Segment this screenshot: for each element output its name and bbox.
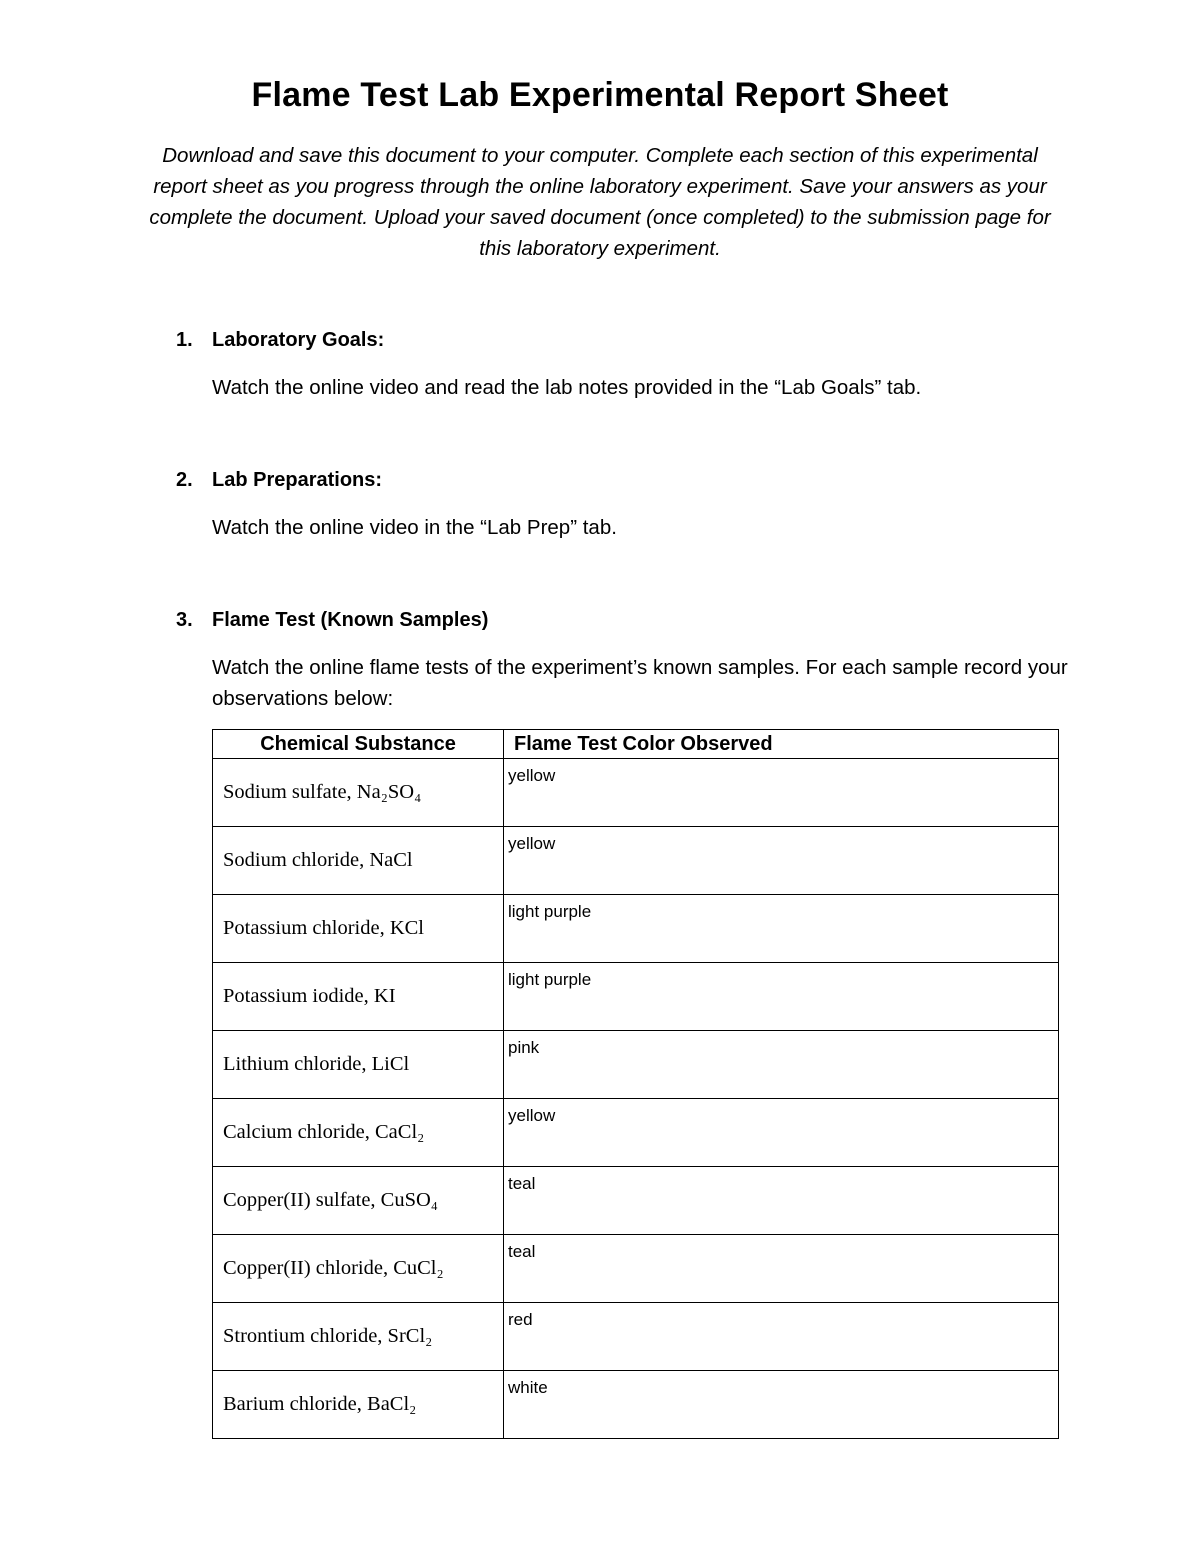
observations-table: [212, 729, 1059, 1439]
header-chemical-substance: Chemical Substance: [213, 730, 504, 759]
table-row: [213, 963, 1059, 1031]
document-title: Flame Test Lab Experimental Report Sheet: [251, 76, 949, 114]
table-row: [213, 1031, 1059, 1099]
substance-cell: Sodium chloride, NaCl: [213, 827, 504, 895]
table-header-row: [213, 730, 1059, 759]
section-heading: [176, 326, 1076, 354]
color-observed-field[interactable]: light purple: [504, 895, 1059, 963]
substance-cell: Strontium chloride, SrCl₂: [213, 1303, 504, 1371]
section-number: 1.: [176, 329, 193, 351]
table-row: [213, 1167, 1059, 1235]
header-flame-color: Flame Test Color Observed: [504, 730, 1059, 759]
table-row: [213, 1371, 1059, 1439]
color-observed-field[interactable]: pink: [504, 1031, 1059, 1099]
table-row: [213, 1099, 1059, 1167]
substance-cell: Copper(II) chloride, CuCl₂: [213, 1235, 504, 1303]
section-number: 3.: [176, 609, 193, 631]
color-observed-field[interactable]: yellow: [504, 759, 1059, 827]
color-observed-field[interactable]: white: [504, 1371, 1059, 1439]
color-observed-field[interactable]: light purple: [504, 963, 1059, 1031]
color-observed-field[interactable]: yellow: [504, 1099, 1059, 1167]
table-row: [213, 1303, 1059, 1371]
substance-cell: Copper(II) sulfate, CuSO₄: [213, 1167, 504, 1235]
substance-cell: Sodium sulfate, Na₂SO₄: [213, 759, 504, 827]
color-observed-field[interactable]: yellow: [504, 827, 1059, 895]
color-observed-field[interactable]: teal: [504, 1235, 1059, 1303]
substance-cell: Barium chloride, BaCl₂: [213, 1371, 504, 1439]
section-lab-preparations: [176, 466, 1076, 543]
substance-cell: Potassium iodide, KI: [213, 963, 504, 1031]
section-body: Watch the online video and read the lab notes provided in the “Lab Goals” tab.: [212, 376, 922, 399]
table-row: [213, 1235, 1059, 1303]
section-title: Flame Test (Known Samples): [212, 609, 489, 631]
section-heading: [176, 466, 1076, 494]
section-title: Laboratory Goals:: [212, 329, 385, 351]
color-observed-field[interactable]: red: [504, 1303, 1059, 1371]
section-title: Lab Preparations:: [212, 469, 383, 491]
section-heading: [176, 606, 1076, 634]
section-flame-test-known: [176, 606, 1076, 714]
table-row: [213, 759, 1059, 827]
intro-instructions: Download and save this document to your computer. Complete each section of this experimental report sheet as you progress through the online laboratory experiment. Save your answers as your complete the document. Upload your saved document (once completed) to the submission page for this laboratory experiment.: [149, 144, 1051, 260]
section-laboratory-goals: [176, 326, 1076, 403]
substance-cell: Calcium chloride, CaCl₂: [213, 1099, 504, 1167]
section-number: 2.: [176, 469, 193, 491]
substance-cell: Potassium chloride, KCl: [213, 895, 504, 963]
substance-cell: Lithium chloride, LiCl: [213, 1031, 504, 1099]
section-body: Watch the online flame tests of the experiment’s known samples. For each sample record your observations below:: [212, 656, 1068, 710]
table-row: [213, 895, 1059, 963]
section-body: Watch the online video in the “Lab Prep” tab.: [212, 516, 617, 539]
table-row: [213, 827, 1059, 895]
color-observed-field[interactable]: teal: [504, 1167, 1059, 1235]
